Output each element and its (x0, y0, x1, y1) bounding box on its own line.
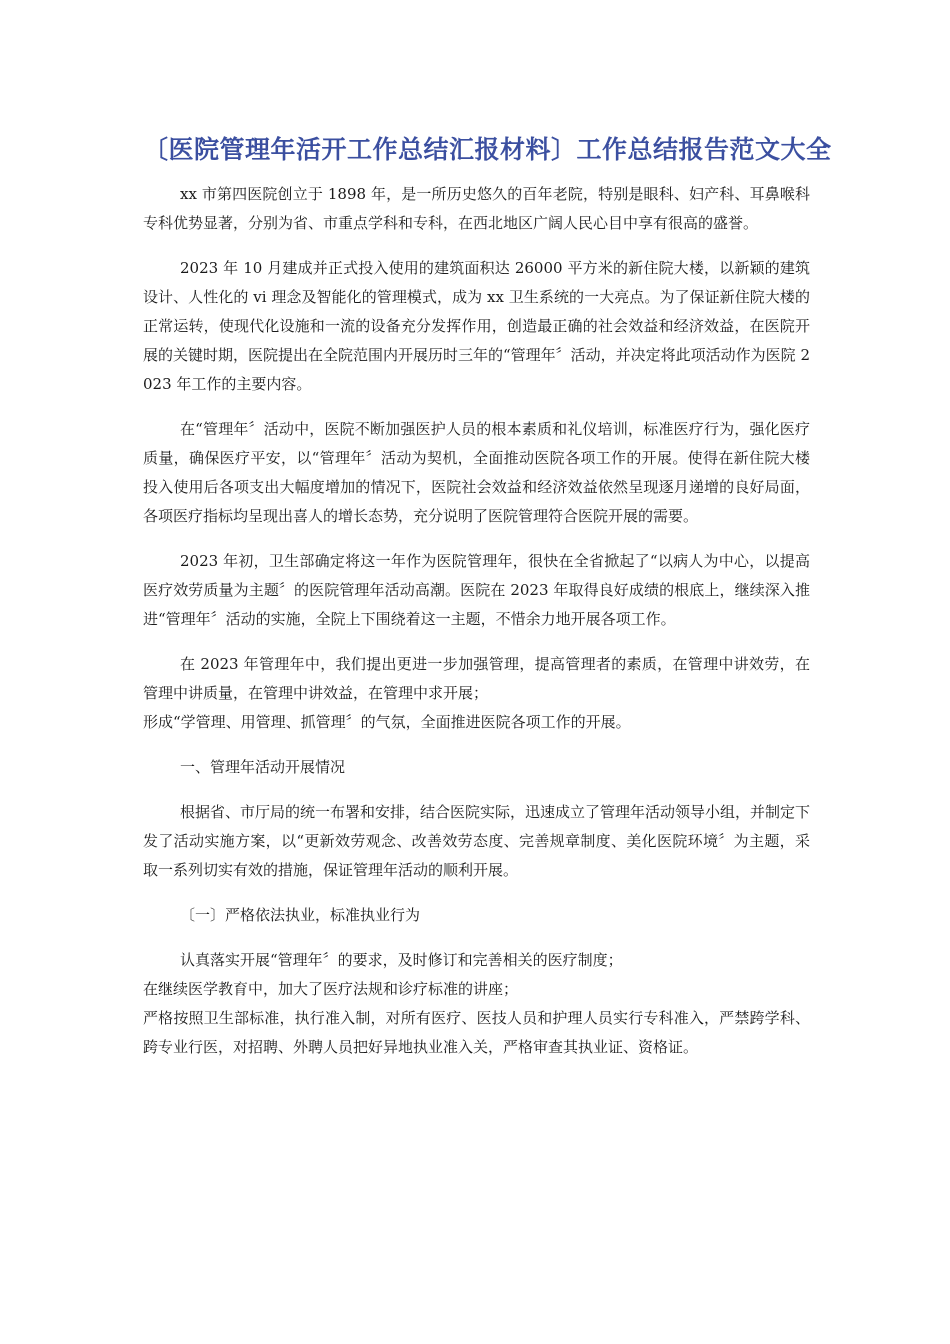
paragraph-line: 严格按照卫生部标准，执行准入制，对所有医疗、医技人员和护理人员实行专科准入，严禁跨学科、跨专业行医，对招聘、外聘人员把好异地执业准入关，严格审查其执业证、资格证。 (143, 1009, 810, 1056)
paragraph-line: 2023 年初，卫生部确定将这一年作为医院管理年，很快在全省掀起了“以病人为中心，以提高医疗效劳质量为主题〞的医院管理年活动高潮。医院在 2023 年取得良好成绩的根底上，继续深入推进“管理年〞活动的实施，全院上下围绕着这一主题，不惜余力地开展各项工作。 (143, 552, 810, 628)
paragraph-arrangement (143, 798, 810, 885)
paragraph-management-goals (143, 650, 810, 737)
paragraph-regulations (143, 946, 810, 1062)
section-heading-1 (143, 753, 810, 782)
subsection-heading-text: 〔一〕严格依法执业，标准执业行为 (180, 906, 421, 924)
paragraph-line: 在继续医学教育中，加大了医疗法规和诊疗标准的讲座； (143, 980, 519, 998)
paragraph-line: xx 市第四医院创立于 1898 年，是一所历史悠久的百年老院，特别是眼科、妇产科、耳鼻喉科专科优势显著，分别为省、市重点学科和专科，在西北地区广阔人民心目中享有很高的盛誉。 (143, 185, 810, 232)
paragraph-line: 认真落实开展“管理年〞的要求，及时修订和完善相关的医疗制度； (180, 951, 623, 969)
paragraph-line: 在 2023 年管理年中，我们提出更进一步加强管理，提高管理者的素质，在管理中讲效劳，在管理中讲质量，在管理中讲效益，在管理中求开展； (143, 655, 810, 702)
paragraph-ministry (143, 547, 810, 634)
paragraph-line: 在“管理年〞活动中，医院不断加强医护人员的根本素质和礼仪培训，标准医疗行为，强化医疗质量，确保医疗平安，以“管理年〞活动为契机，全面推动医院各项工作的开展。使得在新住院大楼投入使用后各项支出大幅度增加的情况下，医院社会效益和经济效益依然呈现逐月递增的良好局面，各项医疗指标均呈现出喜人的增长态势，充分说明了医院管理符合医院开展的需要。 (143, 420, 810, 525)
subsection-heading-1 (143, 901, 810, 930)
paragraph-line: 根据省、市厅局的统一布署和安排，结合医院实际，迅速成立了管理年活动领导小组，并制定下发了活动实施方案，以“更新效劳观念、改善效劳态度、完善规章制度、美化医院环境〞为主题，采取一系列切实有效的措施，保证管理年活动的顺利开展。 (143, 803, 811, 879)
paragraph-new-building (143, 254, 810, 399)
paragraph-line: 2023 年 10 月建成并正式投入使用的建筑面积达 26000 平方米的新住院大楼，以新颖的建筑设计、人性化的 vi 理念及智能化的管理模式，成为 xx 卫生系统的一大亮点。为了保证新住院大楼的正常运转，使现代化设施和一流的设备充分发挥作用，创造最正确的社会效益和经济效益，在医院开展的关键时期，医院提出在全院范围内开展历时三年的“管理年〞活动，并决定将此项活动作为医院 2023 年工作的主要内容。 (143, 259, 810, 393)
paragraph-activity (143, 415, 810, 531)
document-title: 〔医院管理年活开工作总结汇报材料〕工作总结报告范文大全 (143, 135, 832, 164)
section-heading-text: 一、管理年活动开展情况 (180, 758, 346, 776)
paragraph-hospital-intro (143, 180, 810, 238)
paragraph-line: 形成“学管理、用管理、抓管理〞的气氛，全面推进医院各项工作的开展。 (143, 713, 631, 731)
